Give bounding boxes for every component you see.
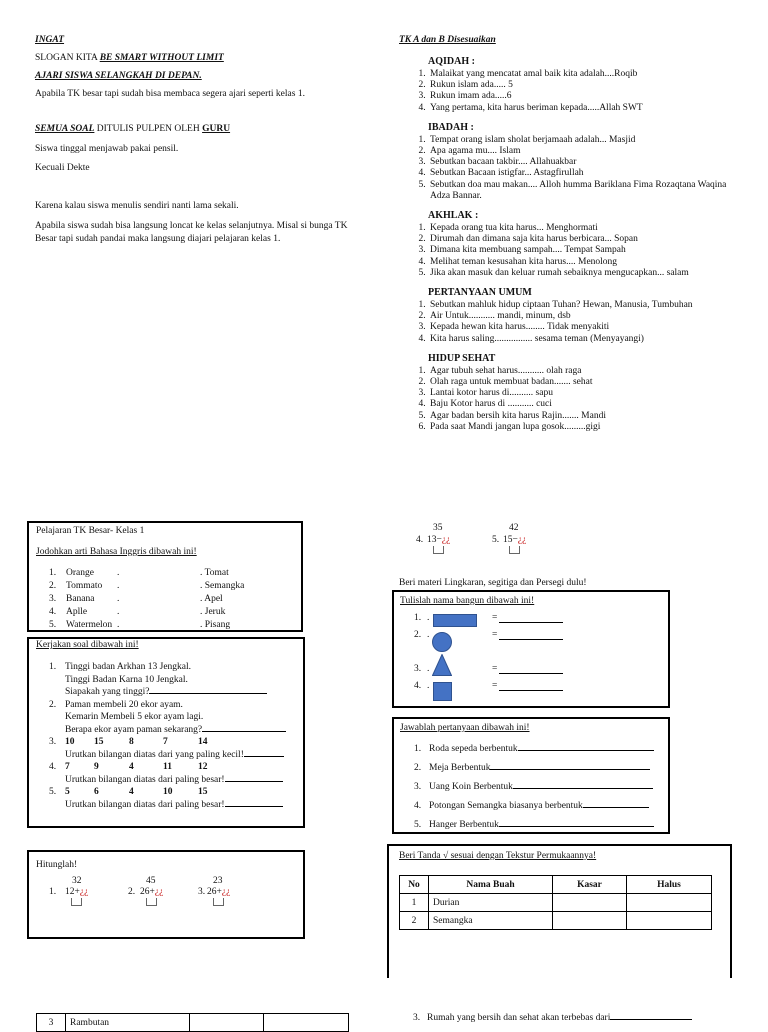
right-title: TK A dan B Disesuaikan xyxy=(399,35,496,45)
akhlak-heading: AKHLAK : xyxy=(428,210,479,222)
answer-line[interactable] xyxy=(499,612,563,623)
matching-instruction: Jodohkan arti Bahasa Inggris dibawah ini! xyxy=(36,547,197,557)
left-notes xyxy=(35,35,375,246)
answer-line[interactable] xyxy=(225,806,283,807)
answer-line[interactable] xyxy=(583,807,649,808)
jawab-instruction: Jawablah pertanyaan dibawah ini! xyxy=(400,723,530,733)
list-item: 4. Yang pertama, kita harus beriman kepada.....Allah SWT xyxy=(428,103,738,114)
ajari-text: AJARI SISWA SELANGKAH DI DEPAN. xyxy=(35,71,202,81)
list-item: 2. Dirumah dan dimana saja kita harus berbicara... Sopan xyxy=(428,234,738,245)
table-header: Halus xyxy=(627,876,712,894)
list-item: 1. Tempat orang islam sholat berjamaah adalah... Masjid xyxy=(428,135,738,146)
right-notes xyxy=(428,56,738,441)
answer-line[interactable] xyxy=(149,693,267,694)
list-item: 4. Baju Kotor harus di ........... cuci xyxy=(428,399,738,410)
table-row: 1 Durian xyxy=(400,894,712,912)
list-item: 3. Sebutkan bacaan takbir.... Allahuakbar xyxy=(428,157,738,168)
apabila-bisa-text: Apabila siswa sudah bisa langsung loncat ke kelas selanjutnya. Misal si bunga TK Besar tapi sudah pandai maka langsung diajari pelajaran kelas 1. xyxy=(35,221,348,244)
list-item: 2. Air Untuk........... mandi, minum, dsb xyxy=(428,311,738,322)
pertanyaan-heading: PERTANYAAN UMUM xyxy=(428,287,532,299)
rectangle-shape xyxy=(433,614,477,627)
aqidah-heading: AQIDAH : xyxy=(428,56,475,67)
answer-line[interactable] xyxy=(202,731,286,732)
semua-soal-text: SEMUA SOAL DITULIS PULPEN OLEH GURU xyxy=(35,124,231,134)
hitung-box: Hitunglah! 1. 32 12+¿¿ 2. 45 26+¿¿ 3. 23 26+¿¿ xyxy=(27,850,305,939)
karena-text: Karena kalau siswa menulis sendiri nanti lama sekali. xyxy=(35,201,239,211)
ibadah-heading: IBADAH : xyxy=(428,121,474,133)
halus-cell[interactable] xyxy=(627,912,712,930)
triangle-shape xyxy=(432,654,452,676)
answer-box[interactable] xyxy=(509,546,520,554)
list-item: 1. Tinggi badan Arkhan 13 Jengkal. xyxy=(49,662,192,672)
bottom-question-3: 3. Rumah yang bersih dan sehat akan terbebas dari xyxy=(413,1013,692,1023)
list-item: 1. Sebutkan mahluk hidup ciptaan Tuhan? Hewan, Manusia, Tumbuhan xyxy=(428,300,738,311)
answer-line[interactable] xyxy=(513,788,653,789)
table-header: Nama Buah xyxy=(429,876,553,894)
table-header: No xyxy=(400,876,429,894)
answer-line[interactable] xyxy=(499,680,563,691)
list-item: 2. Rukun islam ada..... 5 xyxy=(428,80,738,91)
list-item: 2. Olah raga untuk membuat badan....... sehat xyxy=(428,377,738,388)
list-item: 5. Jika akan masuk dan keluar rumah sebaiknya mengucapkan... salam xyxy=(428,268,738,279)
circle-shape xyxy=(432,632,452,652)
matching-list xyxy=(49,568,299,633)
list-item: 4. Kita harus saling................ sesama teman (Menyayangi) xyxy=(428,334,738,345)
list-item: 4. Potongan Semangka biasanya berbentuk xyxy=(414,797,664,816)
list-item: 1. Kepada orang tua kita harus... Menghormati xyxy=(428,223,738,234)
answer-line[interactable] xyxy=(225,781,283,782)
soal-list: 1. Tinggi badan Arkhan 13 Jengkal. Tinggi Badan Karna 10 Jengkal. Siapakah yang tinggi? 2. Paman membeli 20 ekor ayam. Kemarin Membeli 5 ekor ayam lagi. Berapa ekor ayam paman sekarang? 3. 10 15 8 7 14 Urutkan bilangan diatas dari yang paling kecil! 4. 7 9 4 11 12 Urutkan bilangan diatas dari paling besar! 5. 5 6 4 10 15 Urutkan bilangan diatas dari paling besar! xyxy=(49,661,299,811)
english-matching-box xyxy=(27,521,303,632)
list-item: 3. 10 15 8 7 14 xyxy=(49,737,208,747)
table-row: 2 Semangka xyxy=(400,912,712,930)
list-item: 4. 7 9 4 11 12 xyxy=(49,762,208,772)
list-item: 5. Watermelon . . Pisang xyxy=(49,620,231,630)
list-item: 2. Apa agama mu.... Islam xyxy=(428,146,738,157)
kasar-cell[interactable] xyxy=(553,912,627,930)
square-shape xyxy=(433,682,452,701)
list-item: 3. Rukun imam ada.....6 xyxy=(428,91,738,102)
answer-line[interactable] xyxy=(610,1019,692,1020)
answer-line[interactable] xyxy=(499,629,563,640)
slogan: SLOGAN KITA BE SMART WITHOUT LIMIT xyxy=(35,53,224,63)
bangun-intro: Beri materi Lingkaran, segitiga dan Persegi dulu! xyxy=(399,578,587,588)
list-item: 3. Uang Koin Berbentuk xyxy=(414,778,664,797)
list-item: 2. Tommato . . Semangka xyxy=(49,581,245,591)
soal-box xyxy=(27,637,305,828)
halus-cell[interactable] xyxy=(627,894,712,912)
lesson-title: Pelajaran TK Besar- Kelas 1 xyxy=(36,526,145,536)
kasar-cell[interactable] xyxy=(553,894,627,912)
list-item: 3. Lantai kotor harus di.......... sapu xyxy=(428,388,738,399)
list-item: 1. Malaikat yang mencatat amal baik kita adalah....Roqib xyxy=(428,69,738,80)
list-item: 4. Aplle . . Jeruk xyxy=(49,607,226,617)
akhlak-list xyxy=(410,223,738,279)
list-item: 5. Agar badan bersih kita harus Rajin....... Mandi xyxy=(428,411,738,422)
answer-box[interactable] xyxy=(433,546,444,554)
list-item: 3. Dimana kita membuang sampah.... Tempat Sampah xyxy=(428,245,738,256)
jawab-list xyxy=(414,740,664,835)
hitung-title: Hitunglah! xyxy=(36,860,78,870)
list-item: 5. Sebutkan doa mau makan.... Alloh humma Bariklana Fima Rozaqtana Waqina Adza Bannar. xyxy=(428,180,738,202)
soal-instruction: Kerjakan soal dibawah ini! xyxy=(36,640,139,650)
tekstur-box xyxy=(387,844,732,978)
ingat-heading: INGAT xyxy=(35,35,65,45)
answer-box[interactable] xyxy=(71,898,82,906)
table-header: Kasar xyxy=(553,876,627,894)
hidup-sehat-list xyxy=(410,366,738,433)
answer-box[interactable] xyxy=(213,898,224,906)
ibadah-list xyxy=(410,135,738,202)
pertanyaan-list xyxy=(410,300,738,345)
list-item: 4. Sebutkan Bacaan istigfar... Astagfirullah xyxy=(428,168,738,179)
tekstur-instruction: Beri Tanda √ sesuai dengan Tekstur Permukaannya! xyxy=(399,851,597,861)
siswa-pensil-text: Siswa tinggal menjawab pakai pensil. xyxy=(35,144,179,154)
list-item: 4. Melihat teman kesusahan kita harus.... Menolong xyxy=(428,257,738,268)
tekstur-table-continued xyxy=(36,1013,349,1032)
list-item: 3. Banana . . Apel xyxy=(49,594,223,604)
answer-box[interactable] xyxy=(146,898,157,906)
apabila-tk-text: Apabila TK besar tapi sudah bisa membaca segera ajari seperti kelas 1. xyxy=(35,89,305,99)
halus-cell[interactable] xyxy=(264,1014,349,1032)
answer-line[interactable] xyxy=(244,756,284,757)
answer-line[interactable] xyxy=(499,826,654,827)
jawab-box xyxy=(392,717,670,834)
hidup-sehat-heading: HIDUP SEHAT xyxy=(428,352,496,364)
list-item: 2. Paman membeli 20 ekor ayam. xyxy=(49,699,183,710)
answer-line[interactable] xyxy=(499,663,563,674)
answer-line[interactable] xyxy=(518,750,654,751)
list-item: 5. Hanger Berbentuk xyxy=(414,816,664,835)
list-item: 1. Agar tubuh sehat harus........... olah raga xyxy=(428,366,738,377)
list-item: 2. Meja Berbentuk xyxy=(414,759,664,778)
answer-line[interactable] xyxy=(490,769,650,770)
bangun-box: Tulislah nama bangun dibawah ini! 1. . = 2. . = 3. . = 4. . = xyxy=(392,590,670,708)
aqidah-list xyxy=(410,69,738,114)
table-row: 3 Rambutan xyxy=(37,1014,349,1032)
list-item: 6. Pada saat Mandi jangan lupa gosok.........gigi xyxy=(428,422,738,433)
list-item: 1. Orange . . Tomat xyxy=(49,568,229,578)
list-item: 5. 5 6 4 10 15 xyxy=(49,787,208,797)
kasar-cell[interactable] xyxy=(190,1014,264,1032)
kecuali-text: Kecuali Dekte xyxy=(35,163,90,173)
bangun-instruction: Tulislah nama bangun dibawah ini! xyxy=(400,596,535,606)
tekstur-table xyxy=(399,875,712,930)
list-item: 3. Kepada hewan kita harus........ Tidak menyakiti xyxy=(428,322,738,333)
list-item: 1. Roda sepeda berbentuk xyxy=(414,740,664,759)
